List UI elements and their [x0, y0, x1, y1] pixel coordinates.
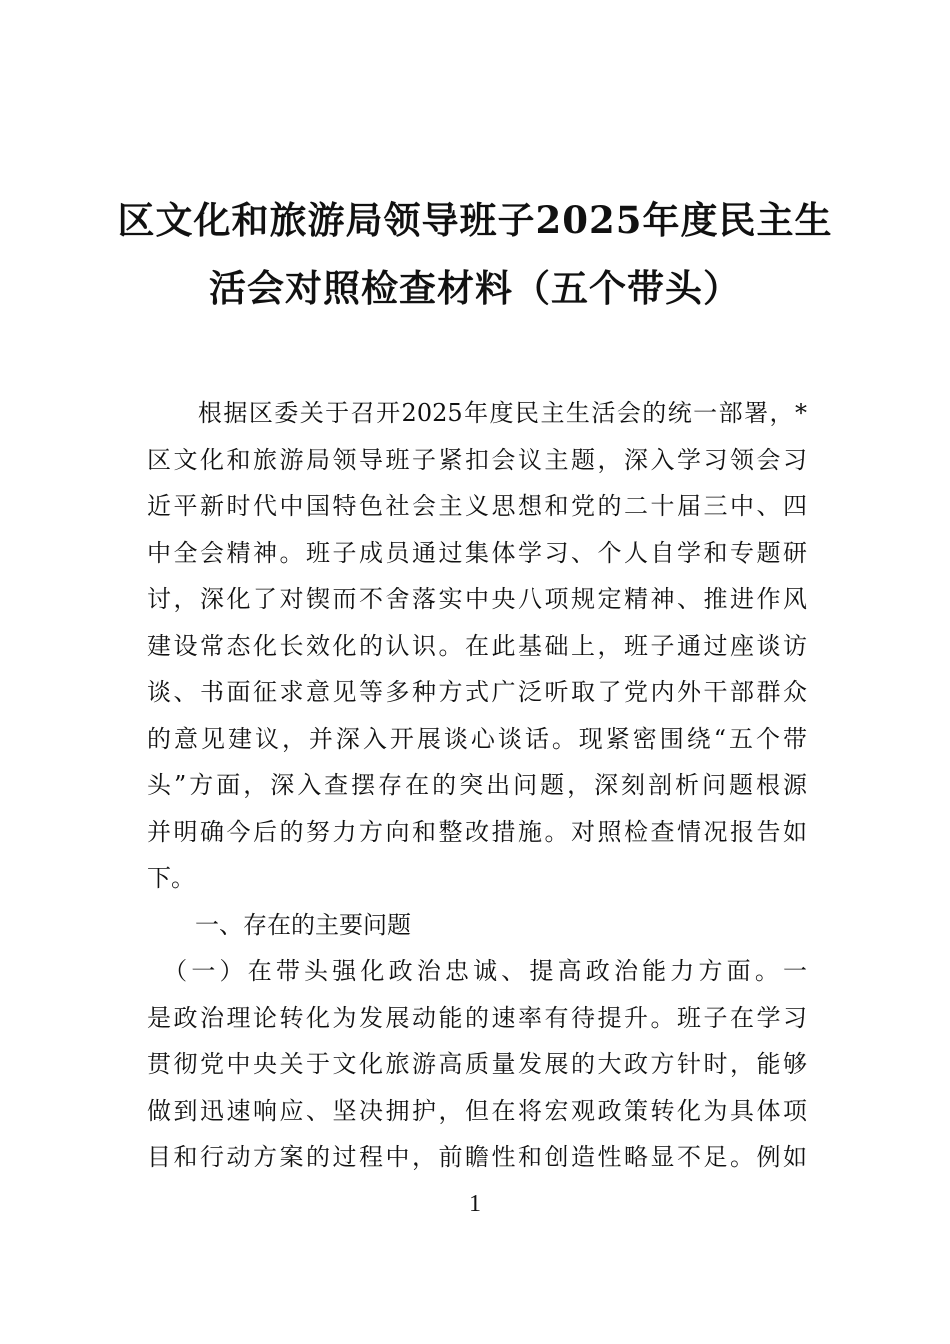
document-body [147, 390, 807, 1181]
paragraph-1-line: 中全会精神。班子成员通过集体学习、个人自学和专题研 [147, 538, 807, 567]
paragraph-1-line: 头”方面，深入查摆存在的突出问题，深刻剖析问题根源 [147, 771, 807, 799]
page-number: 1 [469, 1191, 481, 1217]
paragraph-1-line: 谈、书面征求意见等多种方式广泛听取了党内外干部群众 [147, 678, 807, 706]
paragraph-1-line: 建设常态化长效化的认识。在此基础上，班子通过座谈访 [147, 631, 807, 660]
section-heading: 一、存在的主要问题 [195, 910, 411, 939]
paragraph-2-line: （一）在带头强化政治忠诚、提高政治能力方面。一 [147, 957, 807, 985]
document-title-line-1: 区文化和旅游局领导班子2025年度民主生 [117, 198, 833, 242]
paragraph-1-line: 根据区委关于召开2025年度民主生活会的统一部署，* [147, 399, 807, 427]
paragraph-1-line: 近平新时代中国特色社会主义思想和党的二十届三中、四 [147, 492, 807, 520]
paragraph-1-line: 的意见建议，并深入开展谈心谈话。现紧密围绕“五个带 [147, 724, 807, 753]
document-title-line-2: 活会对照检查材料（五个带头） [209, 266, 741, 310]
paragraph-1-line: 讨，深化了对锲而不舍落实中央八项规定精神、推进作风 [147, 585, 807, 613]
paragraph-2-line: 做到迅速响应、坚决拥护，但在将宏观政策转化为具体项 [147, 1096, 807, 1125]
paragraph-1-line: 区文化和旅游局领导班子紧扣会议主题，深入学习领会习 [147, 445, 807, 474]
paragraph-2-line: 是政治理论转化为发展动能的速率有待提升。班子在学习 [147, 1003, 807, 1032]
paragraph-2-line: 贯彻党中央关于文化旅游高质量发展的大政方针时，能够 [147, 1050, 807, 1078]
paragraph-2-line: 目和行动方案的过程中，前瞻性和创造性略显不足。例如 [147, 1143, 807, 1171]
paragraph-1-line: 并明确今后的努力方向和整改措施。对照检查情况报告如 [147, 817, 807, 846]
paragraph-1-line: 下。 [147, 864, 195, 892]
